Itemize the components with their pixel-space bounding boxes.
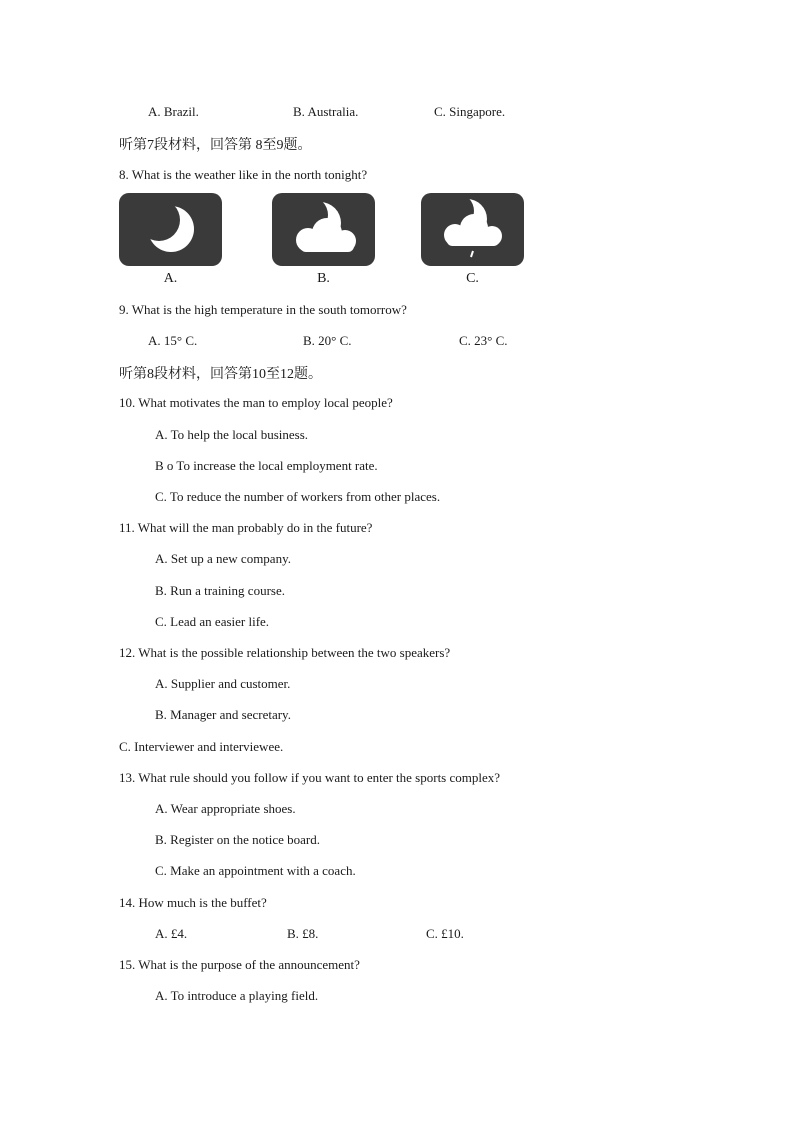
- q12-option-c: C. Interviewer and interviewee.: [119, 739, 284, 754]
- moon-cloud-rain-icon: [421, 193, 524, 266]
- q9-option-c: C. 23° C.: [459, 333, 508, 348]
- question-15: 15. What is the purpose of the announcement?: [119, 957, 360, 972]
- q7-option-b: B. Australia.: [293, 104, 359, 119]
- q11-option-c: C. Lead an easier life.: [155, 614, 270, 629]
- q13-option-b: B. Register on the notice board.: [155, 832, 320, 847]
- q10-option-a: A. To help the local business.: [155, 427, 309, 442]
- question-14: 14. How much is the buffet?: [119, 895, 267, 910]
- q8-label-c: C.: [466, 271, 479, 286]
- q10-option-b: B o To increase the local employment rate.: [155, 458, 378, 473]
- section-instruction-8: 听第8段材料，回答第10至12题。: [119, 367, 322, 382]
- q7-option-a: A. Brazil.: [148, 104, 199, 119]
- section-instruction-7: 听第7段材料，回答第 8至9题。: [119, 138, 312, 153]
- moon-icon: [119, 193, 222, 266]
- q15-option-a: A. To introduce a playing field.: [155, 988, 319, 1003]
- q9-option-b: B. 20° C.: [303, 333, 352, 348]
- moon-cloud-icon: [272, 193, 375, 266]
- q8-label-a: A.: [163, 271, 178, 286]
- q11-option-a: A. Set up a new company.: [155, 551, 291, 566]
- q13-option-c: C. Make an appointment with a coach.: [155, 863, 356, 878]
- question-8: 8. What is the weather like in the north tonight?: [119, 167, 368, 182]
- q12-option-b: B. Manager and secretary.: [155, 707, 291, 722]
- question-12: 12. What is the possible relationship between the two speakers?: [119, 645, 451, 660]
- q8-label-b: B.: [317, 271, 330, 286]
- q10-option-c: C. To reduce the number of workers from other places.: [155, 489, 441, 504]
- question-9: 9. What is the high temperature in the south tomorrow?: [119, 302, 407, 317]
- q7-option-c: C. Singapore.: [434, 104, 506, 119]
- q14-option-b: B. £8.: [287, 926, 319, 941]
- weather-options: [119, 193, 524, 289]
- question-13: 13. What rule should you follow if you want to enter the sports complex?: [119, 770, 501, 785]
- q11-option-b: B. Run a training course.: [155, 583, 285, 598]
- q13-option-a: A. Wear appropriate shoes.: [155, 801, 296, 816]
- question-11: 11. What will the man probably do in the future?: [119, 520, 373, 535]
- q14-option-c: C. £10.: [426, 926, 464, 941]
- question-10: 10. What motivates the man to employ local people?: [119, 395, 393, 410]
- q14-option-a: A. £4.: [155, 926, 188, 941]
- q9-option-a: A. 15° C.: [148, 333, 198, 348]
- q12-option-a: A. Supplier and customer.: [155, 676, 291, 691]
